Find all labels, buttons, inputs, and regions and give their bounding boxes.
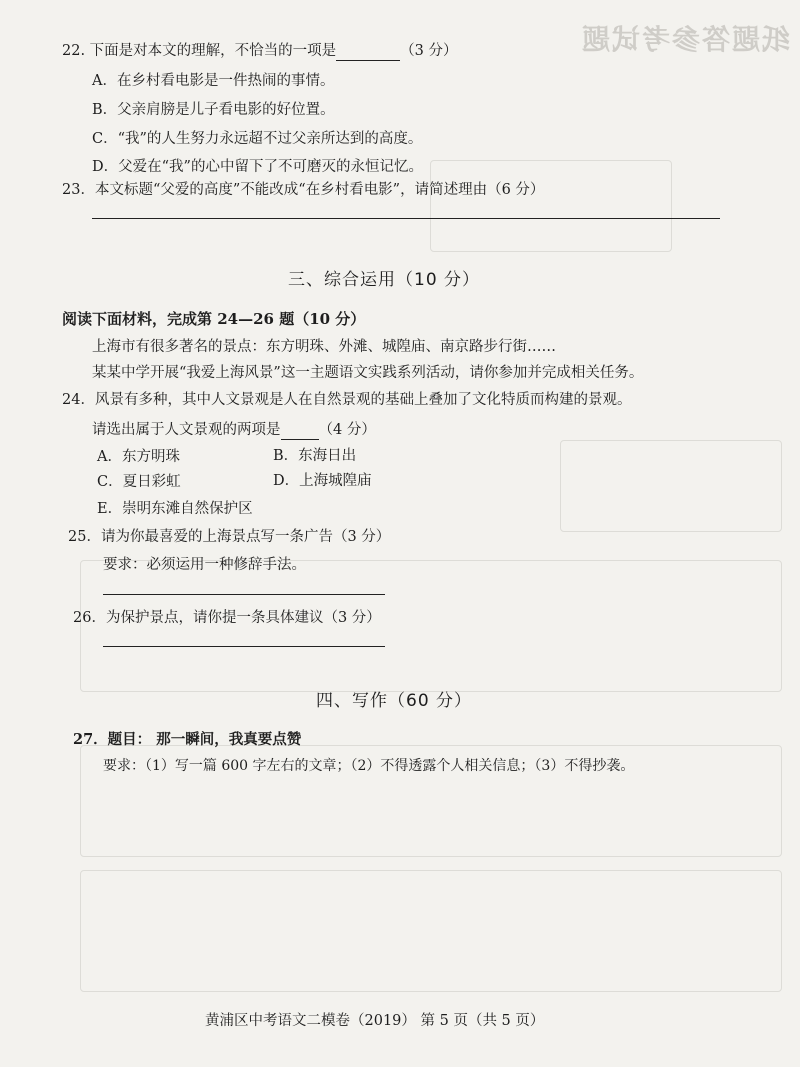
answer-line-26[interactable] bbox=[103, 646, 385, 647]
q22-option-d: D．父爱在“我”的心中留下了不可磨灭的永恒记忆。 bbox=[92, 159, 423, 175]
question-25-requirement: 要求：必须运用一种修辞手法。 bbox=[103, 557, 306, 573]
question-23-stem: 23．本文标题“父爱的高度”不能改成“在乡村看电影”，请简述理由（6 分） bbox=[62, 182, 545, 198]
question-27-requirements: 要求：（1）写一篇 600 字左右的文章；（2）不得透露个人相关信息；（3）不得抄袭。 bbox=[103, 758, 635, 774]
bleed-through-box bbox=[560, 440, 782, 532]
question-27-label: 27．题目： bbox=[73, 731, 152, 748]
essay-title: 那一瞬间，我真要点赞 bbox=[156, 731, 302, 748]
bleed-through-title: 纸题答参考试题 bbox=[579, 23, 790, 56]
material-para-2: 某某中学开展“我爱上海风景”这一主题语文实践系列活动，请你参加并完成相关任务。 bbox=[92, 365, 644, 381]
question-24-prompt: 请选出属于人文景观的两项是 （4 分） bbox=[92, 422, 376, 438]
section-3-instruction: 阅读下面材料，完成第 24—26 题（10 分） bbox=[62, 310, 366, 328]
question-27-heading bbox=[73, 731, 301, 749]
answer-line-23[interactable] bbox=[92, 218, 720, 219]
material-para-1: 上海市有很多著名的景点：东方明珠、外滩、城隍庙、南京路步行街…… bbox=[92, 339, 556, 355]
q22-option-c: C．“我”的人生努力永远超不过父亲所达到的高度。 bbox=[92, 131, 423, 147]
section-4-title: 四、写作（60 分） bbox=[316, 691, 473, 711]
page-footer: 黄浦区中考语文二模卷（2019） 第 5 页（共 5 页） bbox=[205, 1013, 545, 1029]
q24-option-c: C．夏日彩虹 bbox=[97, 474, 181, 490]
q24-option-b: B．东海日出 bbox=[273, 448, 357, 464]
bleed-through-box bbox=[430, 160, 672, 252]
q22-option-b: B．父亲肩膀是儿子看电影的好位置。 bbox=[92, 102, 335, 118]
question-26-stem: 26．为保护景点，请你提一条具体建议（3 分） bbox=[73, 610, 381, 626]
q24-option-e: E．崇明东滩自然保护区 bbox=[97, 501, 253, 517]
question-22-stem: 22. 下面是对本文的理解，不恰当的一项是 （3 分） bbox=[62, 43, 458, 59]
question-24-stem: 24．风景有多种，其中人文景观是人在自然景观的基础上叠加了文化特质而构建的景观。 bbox=[62, 392, 632, 408]
answer-blank-24[interactable] bbox=[281, 421, 319, 440]
q24-option-a: A．东方明珠 bbox=[97, 449, 180, 465]
q24-option-d: D．上海城隍庙 bbox=[273, 473, 372, 489]
q22-option-a: A．在乡村看电影是一件热闹的事情。 bbox=[92, 73, 335, 89]
answer-line-25[interactable] bbox=[103, 594, 385, 595]
question-25-stem: 25．请为你最喜爱的上海景点写一条广告（3 分） bbox=[68, 529, 391, 545]
section-3-title: 三、综合运用（10 分） bbox=[288, 270, 481, 290]
answer-blank-22[interactable] bbox=[336, 42, 400, 61]
bleed-through-box bbox=[80, 870, 782, 992]
